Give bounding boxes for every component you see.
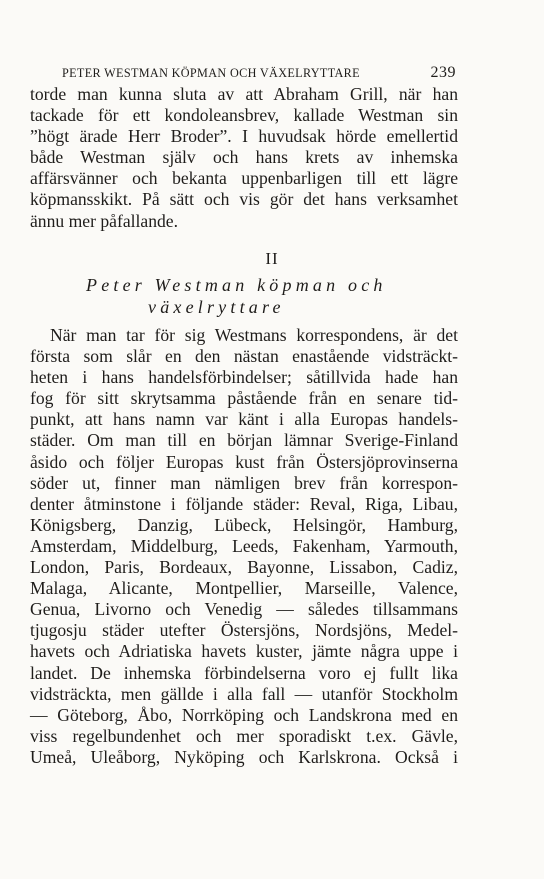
section-number: II [265, 249, 279, 268]
text-line: tjugosju städer utefter Östersjöns, Nordsjöns, Medel- [30, 620, 458, 641]
text-line: Malaga, Alicante, Montpellier, Marseille, Valence, [30, 578, 458, 599]
text-line: fog för sitt skrytsamma påstående från en senare tid- [30, 388, 458, 409]
text-line: affärsvänner och bekanta uppenbarligen till ett lägre [30, 168, 458, 189]
text-line: denter åtminstone i följande städer: Reval, Riga, Libau, [30, 493, 458, 514]
text-line: vidsträckta, men gällde i alla fall — utanför Stockholm [30, 683, 458, 704]
text-line: köpmansskikt. På sätt och vis gör det hans verksamhet [30, 189, 458, 210]
text-line: Königsberg, Danzig, Lübeck, Helsingör, Hamburg, [30, 514, 458, 535]
section-heading-line: växelryttare [148, 297, 285, 317]
text-line: London, Paris, Bordeaux, Bayonne, Lissabon, Cadiz, [30, 557, 458, 578]
text-line: Umeå, Uleåborg, Nyköping och Karlskrona. Också i [30, 746, 458, 767]
text-line: åsido och följer Europas kust från Östersjöprovinserna [30, 451, 458, 472]
text-line: både Westman själv och hans krets av inhemska [30, 147, 458, 168]
text-line: ”högt ärade Herr Broder”. I huvudsak hörde emellertid [30, 126, 458, 147]
running-header [62, 64, 456, 82]
text-line: första som slår en den nästan enastående vidsträckt- [30, 346, 458, 367]
text-line: ännu mer påfallande. [30, 210, 179, 231]
text-line: landet. De inhemska förbindelserna voro ej fullt lika [30, 662, 458, 683]
text-line: söder ut, finner man nämligen brev från korrespon- [30, 472, 458, 493]
page-number: 239 [430, 64, 456, 81]
text-line: städer. Om man till en början lämnar Sverige-Finland [30, 430, 458, 451]
text-line: viss regelbundenhet och mer sporadiskt t.ex. Gävle, [30, 725, 458, 746]
running-title: PETER WESTMAN KÖPMAN OCH VÄXELRYTTARE [62, 66, 360, 80]
text-line: heten i hans handelsförbindelser; såtillvida hade han [30, 367, 458, 388]
text-line: punkt, att hans namn var känt i alla Europas handels- [30, 409, 458, 430]
text-line: torde man kunna sluta av att Abraham Grill, när han [30, 84, 458, 104]
text-line: När man tar för sig Westmans korrespondens, är det [50, 325, 458, 345]
section-heading-line: Peter Westman köpman och [86, 275, 387, 295]
text-line: tackade för ett kondoleansbrev, kallade Westman sin [30, 105, 458, 126]
section-heading [30, 275, 458, 319]
text-line: havets och Adriatiska havets kuster, jämte några uppe i [30, 641, 458, 662]
text-line: Amsterdam, Middelburg, Leeds, Fakenham, Yarmouth, [30, 535, 458, 556]
paragraph-continued [30, 84, 458, 232]
paragraph [30, 325, 458, 768]
text-line: Genua, Livorno och Venedig — således tillsammans [30, 599, 458, 620]
text-line: — Göteborg, Åbo, Norrköping och Landskrona med en [30, 704, 458, 725]
